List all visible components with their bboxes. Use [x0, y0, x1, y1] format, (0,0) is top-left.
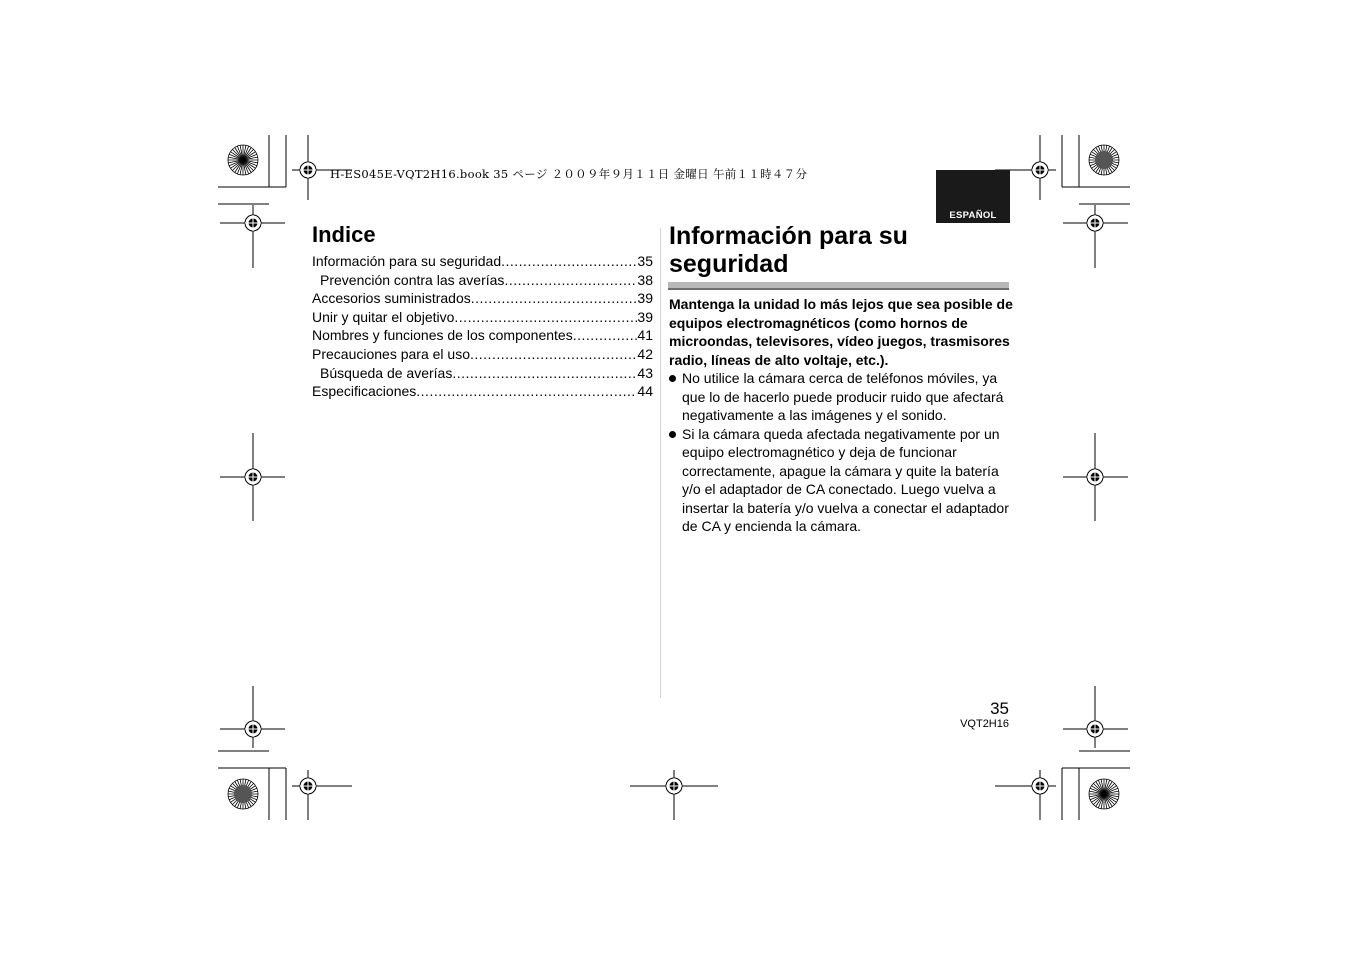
- language-tab: [936, 170, 1010, 223]
- toc-entry-label: Nombres y funciones de los componentes: [312, 327, 573, 344]
- toc-entry[interactable]: [312, 382, 653, 401]
- toc-leader-dots: [471, 289, 638, 308]
- lead-paragraph: Mantenga la unidad lo más lejos que sea posible de equipos electromagnéticos (como hornos de microondas, televisores, vídeo juegos, trasmisores radio, líneas de alto voltaje, etc.).: [669, 296, 1013, 368]
- toc-leader-dots: [454, 308, 637, 327]
- toc-entry-label: Accesorios suministrados: [312, 290, 471, 307]
- bullet-list: [669, 369, 1014, 536]
- column-divider: [660, 228, 661, 698]
- bullet-item: [669, 425, 1014, 536]
- toc-entry[interactable]: [312, 289, 653, 308]
- toc-leader-dots: [452, 364, 637, 383]
- page-number: 35: [990, 699, 1009, 718]
- toc-entry[interactable]: [312, 271, 653, 290]
- model-code: VQT2H16: [960, 718, 1009, 730]
- toc-leader-dots: [501, 252, 637, 271]
- toc-leader-dots: [573, 326, 638, 345]
- bullet-text: No utilice la cámara cerca de teléfonos móviles, ya que lo de hacerlo puede producir ruido que afectará negativamente a las imágenes y el sonido.: [682, 370, 1004, 423]
- toc-leader-dots: [470, 345, 637, 364]
- toc-entry-label: Especificaciones: [312, 383, 417, 400]
- toc-entry-page: 42: [637, 345, 653, 362]
- bullet-dot-icon: [669, 431, 676, 438]
- toc-entry-page: 38: [637, 271, 653, 288]
- section-title: Información para su seguridad: [669, 222, 908, 278]
- toc-entry-page: 39: [637, 290, 653, 307]
- toc-entry-page: 44: [637, 383, 653, 400]
- toc-entry-page: 39: [637, 308, 653, 325]
- toc-title: Indice: [312, 222, 376, 247]
- toc-entry-label: Información para su seguridad: [312, 253, 502, 269]
- title-rule-dark: [668, 288, 1009, 290]
- toc-entry-page: 35: [637, 253, 653, 269]
- bullet-dot-icon: [669, 375, 676, 382]
- toc-leader-dots: [504, 271, 637, 290]
- toc-entry[interactable]: [312, 252, 653, 271]
- toc-entry[interactable]: [312, 326, 653, 345]
- bullet-item: [669, 369, 1014, 425]
- toc-entry-page: 41: [637, 327, 653, 344]
- toc-entry-label: Precauciones para el uso: [312, 345, 470, 362]
- book-header-line: H-ES045E-VQT2H16.book 35 ページ ２００９年９月１１日 金曜日 午前１１時４７分: [330, 167, 808, 181]
- toc-entry[interactable]: [312, 364, 653, 383]
- toc-entry-label: Unir y quitar el objetivo: [312, 308, 455, 325]
- toc-entry-label: Búsqueda de averías: [320, 364, 453, 381]
- toc-entry[interactable]: [312, 308, 653, 327]
- toc-entry-label: Prevención contra las averías: [320, 271, 505, 288]
- bullet-text: Si la cámara queda afectada negativamente por un equipo electromagnético y deja de funcionar correctamente, apague la cámara y quite la batería y/o el adaptador de CA conectado. Luego vuelva a insertar la batería y/o vuelva a conectar el adaptador de CA y encienda la cámara.: [682, 425, 1009, 534]
- toc-list: [312, 252, 653, 401]
- language-tab-label: ESPAÑOL: [949, 210, 997, 221]
- toc-entry-page: 43: [637, 364, 653, 381]
- toc-entry[interactable]: [312, 345, 653, 364]
- toc-leader-dots: [416, 382, 637, 401]
